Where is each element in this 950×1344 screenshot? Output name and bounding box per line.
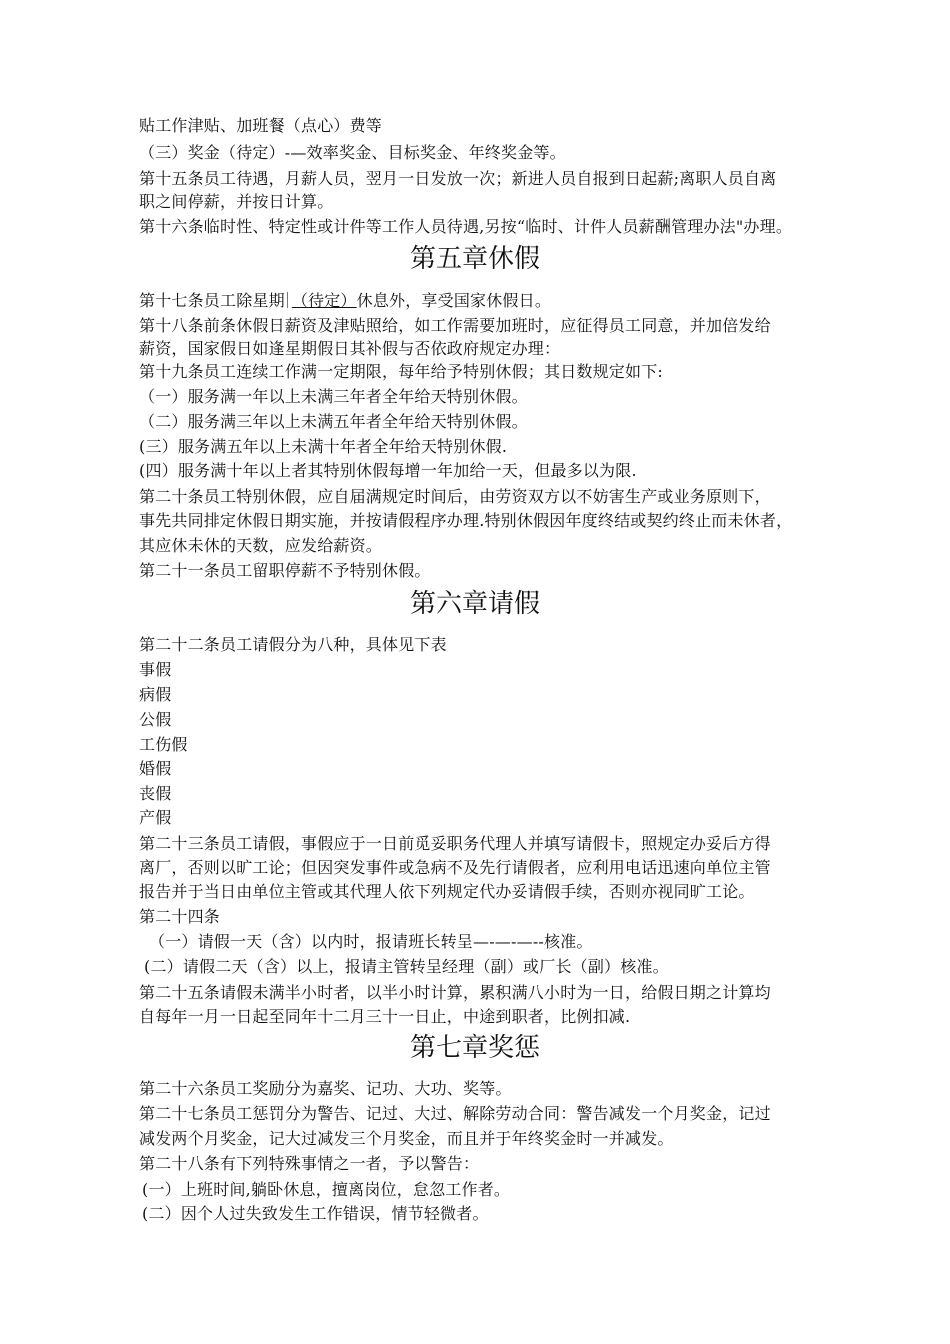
leave-type-item: 病假: [139, 685, 172, 704]
text-line: 第十九条员工连续工作满一定期限，每年给予特别休假；其日数规定如下:: [139, 362, 663, 381]
text-line: 第二十六条员工奖励分为嘉奖、记功、大功、奖等。: [139, 1079, 512, 1098]
text-line: 第二十一条员工留职停薪不予特别休假。: [139, 561, 431, 580]
leave-type-item: 丧假: [139, 784, 172, 803]
chapter-heading: 第六章请假: [409, 589, 540, 619]
text-line: （一）服务满一年以上未满三年者全年给天特别休假。: [139, 387, 528, 406]
text-line: 薪资，国家假日如逢星期假日其补假与否依政府规定办理：: [139, 339, 561, 358]
text-line: 贴工作津贴、加班餐（点心）费等: [139, 116, 383, 135]
text-line: 第二十五条请假未满半小时者，以半小时计算，累积满八小时为一日，给假日期之计算均: [139, 983, 771, 1002]
text-line: 职之间停薪，并按日计算。: [139, 192, 334, 211]
text-line: (二）请假二天（含）以上，报请主管转呈经理（副）或厂长（副）核准。: [144, 957, 669, 976]
text-line: 减发两个月奖金，记大过减发三个月奖金，而且并于年终奖金时一并减发。: [139, 1129, 674, 1148]
text-line: 第二十条员工特别休假，应自届满规定时间后，由劳资双方以不妨害生产或业务原则下，: [139, 487, 771, 506]
chapter-heading: 第五章休假: [409, 244, 540, 274]
text-line: (三）服务满五年以上未满十年者全年给天特别休假.: [139, 437, 508, 456]
text-line: 第二十四条: [139, 907, 221, 926]
text-segment: 第十七条员工除星期: [139, 291, 285, 310]
leave-type-item: 工伤假: [139, 735, 188, 754]
leave-type-item: 公假: [139, 710, 172, 729]
text-line: 第二十三条员工请假，事假应于一日前觅妥职务代理人并填写请假卡，照规定办妥后方得: [139, 834, 771, 853]
text-line: 第十八条前条休假日薪资及津贴照给，如工作需要加班时，应征得员工同意，并加倍发给: [139, 316, 771, 335]
leave-type-item: 产假: [139, 808, 172, 827]
text-line: （一）请假一天（含）以内时，报请班长转呈—-—-—--核准。: [149, 932, 593, 951]
leave-type-item: 事假: [139, 660, 172, 679]
text-line: 离厂，否则以旷工论；但因突发事件或急病不及先行请假者，应利用电话迅速向单位主管: [139, 858, 771, 877]
text-cursor-mark: [287, 292, 288, 308]
text-line: 其应休未休的天数，应发给薪资。: [139, 536, 383, 555]
leave-type-item: 婚假: [139, 759, 172, 778]
text-line: 自每年一月一日起至同年十二月三十一日止，中途到职者，比例扣减.: [139, 1007, 631, 1026]
text-line: 事先共同排定休假日期实施，并按请假程序办理.特别休假因年度终结或契约终止而未休者，: [139, 511, 793, 530]
text-line: （二）服务满三年以上未满五年者全年给天特别休假。: [139, 412, 528, 431]
text-line: 第二十八条有下列特殊事情之一者，予以警告：: [139, 1154, 480, 1173]
text-line: （三）奖金（待定）-—效率奖金、目标奖金、年终奖金等。: [139, 143, 566, 162]
text-line: 第十六条临时性、特定性或计件等工作人员待遇,另按“临时、计件人员薪酬管理办法"办理。: [139, 217, 793, 236]
text-line: (四）服务满十年以上者其特别休假每增一年加给一天，但最多以为限.: [139, 461, 637, 480]
text-line: (二）因个人过失致发生工作错误，情节轻微者。: [142, 1204, 489, 1223]
text-line: 第二十七条员工惩罚分为警告、记过、大过、解除劳动合同：警告减发一个月奖金，记过: [139, 1104, 771, 1123]
text-line: 报告并于当日由单位主管或其代理人依下列规定代办妥请假手续，否则亦视同旷工论。: [139, 882, 755, 901]
text-line: (一）上班时间,躺卧休息，擅离岗位，怠忽工作者。: [142, 1180, 511, 1199]
underlined-placeholder: （待定）: [291, 291, 357, 310]
text-segment: 休息外，享受国家休假日。: [356, 291, 552, 310]
chapter-heading: 第七章奖惩: [409, 1033, 540, 1063]
text-line: 第二十二条员工请假分为八种，具体见下表: [139, 635, 447, 654]
text-line: 第十五条员工待遇，月薪人员，翌月一日发放一次；新进人员自报到日起薪;离职人员自离: [139, 169, 777, 188]
text-line-article-17: [139, 290, 551, 312]
